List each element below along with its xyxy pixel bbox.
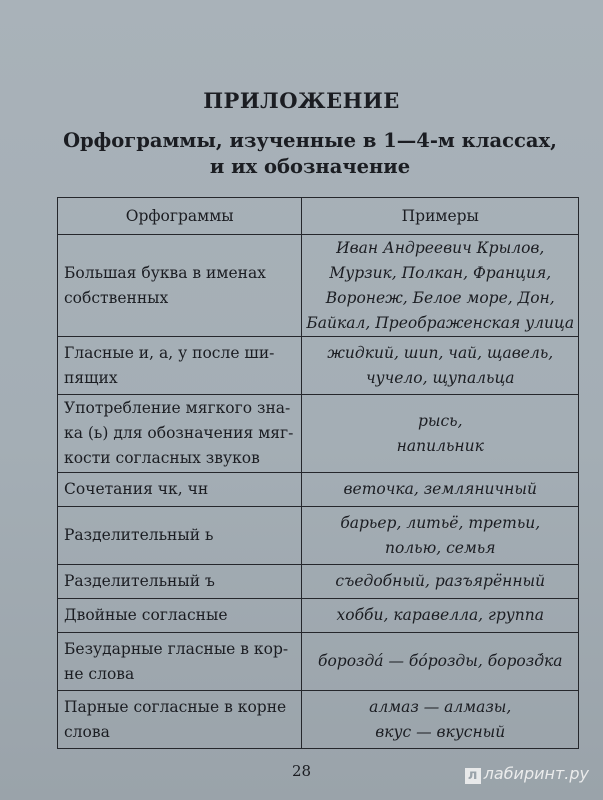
example-cell	[302, 633, 579, 691]
rule-line: Большая буква в именах	[64, 263, 266, 282]
header-examples: Примеры	[302, 198, 579, 235]
table-row	[58, 473, 579, 507]
example-cell	[302, 565, 579, 599]
table-row	[58, 565, 579, 599]
rule-cell	[58, 337, 302, 395]
example-line: алмаз — алмазы,	[369, 697, 512, 716]
table-row	[58, 633, 579, 691]
subtitle-line: Орфограммы, изученные в 1—4-м классах,	[63, 129, 557, 152]
rule-line: Гласные и, а, у после ши-	[64, 343, 275, 362]
rule-cell	[58, 473, 302, 507]
rule-line: Разделительный ъ	[64, 572, 215, 590]
rule-cell	[58, 235, 302, 337]
example-line: вкус — вкусный	[375, 722, 506, 741]
example-cell	[302, 395, 579, 473]
rule-line: Двойные согласные	[64, 606, 228, 624]
rule-line: Употребление мягкого зна-	[64, 399, 291, 417]
rule-line: ка (ь) для обозначения мяг-	[64, 424, 294, 442]
header-rules: Орфограммы	[58, 198, 302, 235]
table-row	[58, 691, 579, 749]
example-line: борозда́ — бо́розды, борозд́ка	[317, 652, 563, 670]
example-cell	[302, 599, 579, 633]
rule-line: слова	[64, 722, 110, 741]
table-row	[58, 507, 579, 565]
example-line: веточка, земляничный	[343, 480, 537, 498]
example-cell	[302, 473, 579, 507]
table-row	[58, 337, 579, 395]
table-row	[58, 235, 579, 337]
watermark	[465, 764, 589, 784]
example-line: Иван Андреевич Крылов,	[336, 238, 545, 257]
example-line: полью, семья	[384, 538, 496, 557]
rule-cell	[58, 599, 302, 633]
example-line: рысь,	[417, 411, 463, 430]
rule-line: не слова	[64, 664, 135, 683]
example-line: напильник	[396, 436, 484, 455]
example-line: барьер, литьё, третьи,	[340, 513, 541, 532]
rule-line: кости согласных звуков	[64, 449, 260, 467]
example-cell	[302, 691, 579, 749]
rule-line: Сочетания чк, чн	[64, 480, 209, 498]
example-line: чучело, щупальца	[365, 368, 515, 387]
subtitle-line: и их обозначение	[209, 155, 411, 178]
table-row	[58, 599, 579, 633]
example-line: жидкий, шип, чай, щавель,	[327, 343, 554, 362]
example-line: Воронеж, Белое море, Дон,	[325, 288, 555, 307]
table-row	[58, 395, 579, 473]
table-header-row	[58, 198, 579, 235]
example-line: Мурзик, Полкан, Франция,	[329, 263, 552, 282]
page-subtitle	[40, 128, 580, 180]
rule-line: Парные согласные в корне	[64, 697, 287, 716]
rule-line: Безударные гласные в кор-	[64, 639, 289, 658]
rule-cell	[58, 691, 302, 749]
watermark-text: лабиринт.ру	[483, 764, 589, 783]
rule-cell	[58, 633, 302, 691]
rule-cell	[58, 395, 302, 473]
rule-line: Разделительный ь	[64, 526, 214, 544]
labirint-logo-icon: л	[465, 768, 481, 784]
example-cell	[302, 235, 579, 337]
rule-line: собственных	[64, 288, 169, 307]
example-cell	[302, 507, 579, 565]
rule-cell	[58, 507, 302, 565]
rule-line: пящих	[64, 368, 118, 387]
example-cell	[302, 337, 579, 395]
example-line: съедобный, разъярённый	[335, 572, 546, 590]
example-line: Байкал, Преображенская улица	[306, 313, 575, 332]
page-number: 28	[291, 762, 312, 780]
spelling-rules-table	[57, 197, 579, 749]
rule-cell	[58, 565, 302, 599]
example-line: хобби, каравелла, группа	[336, 606, 544, 624]
page-heading: ПРИЛОЖЕНИЕ	[203, 88, 400, 113]
